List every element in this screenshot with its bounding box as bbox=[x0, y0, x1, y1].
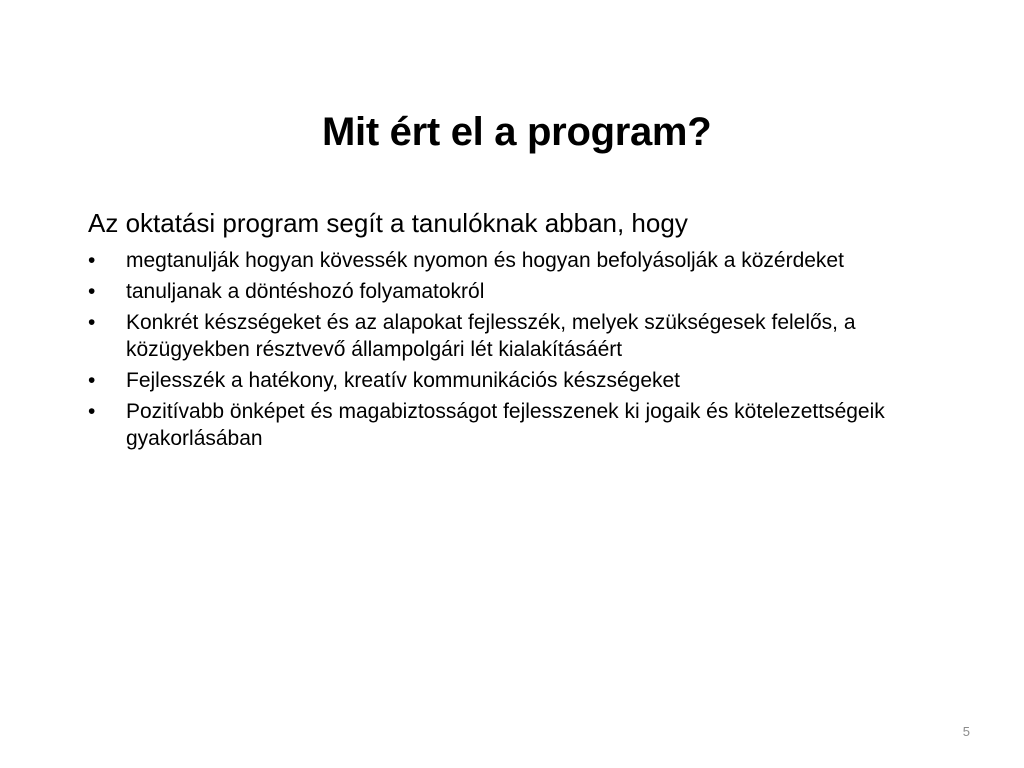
bullet-icon: • bbox=[88, 369, 96, 392]
bullet-icon: • bbox=[88, 400, 96, 423]
bullet-icon: • bbox=[88, 311, 96, 334]
bullet-text: megtanulják hogyan kövessék nyomon és hogyan befolyásolják a közérdeket bbox=[126, 249, 844, 272]
page-number: 5 bbox=[962, 724, 970, 739]
bullet-icon: • bbox=[88, 280, 96, 303]
intro-text: Az oktatási program segít a tanulóknak abban, hogy bbox=[88, 208, 688, 238]
bullet-item bbox=[88, 309, 948, 363]
bullet-item bbox=[88, 278, 948, 305]
bullet-text: Konkrét készségeket és az alapokat fejlesszék, melyek szükségesek felelős, a közügyekben résztvevő állampolgári lét kialakításáért bbox=[126, 311, 856, 361]
bullet-item bbox=[88, 247, 948, 274]
bullet-item bbox=[88, 367, 948, 394]
bullet-item bbox=[88, 398, 948, 452]
bullet-icon: • bbox=[88, 249, 96, 272]
bullet-text: tanuljanak a döntéshozó folyamatokról bbox=[126, 280, 485, 303]
bullet-text: Fejlesszék a hatékony, kreatív kommunikációs készségeket bbox=[126, 369, 681, 392]
bullet-text: Pozitívabb önképet és magabiztosságot fejlesszenek ki jogaik és kötelezettségeik gyakorlásában bbox=[126, 400, 885, 450]
bullet-list bbox=[88, 247, 948, 456]
slide-title: Mit ért el a program? bbox=[322, 110, 712, 154]
